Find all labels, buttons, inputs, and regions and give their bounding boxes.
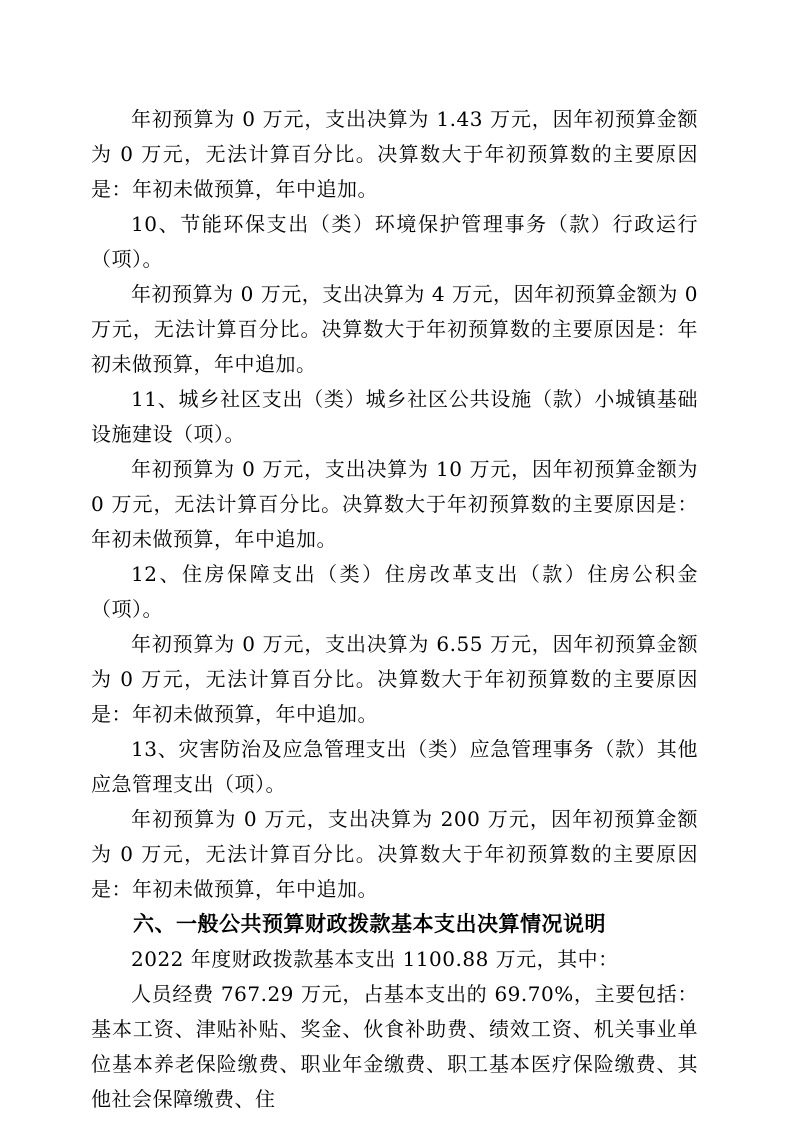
body-paragraph-basic-expenditure-total: 2022 年度财政拨款基本支出 1100.88 万元，其中： bbox=[131, 947, 619, 971]
section-heading-six: 六、一般公共预算财政拨款基本支出决算情况说明 bbox=[133, 912, 606, 936]
body-paragraph-budget-note-6.55: 年初预算为 0 万元，支出决算为 6.55 万元，因年初预算金额为 0 万元，无法计算百分比。决算数大于年初预算数的主要原因是：年初未做预算，年中追加。 bbox=[91, 632, 698, 726]
body-paragraph-budget-note-1.43: 年初预算为 0 万元，支出决算为 1.43 万元，因年初预算金额为 0 万元，无法计算百分比。决算数大于年初预算数的主要原因是：年初未做预算，年中追加。 bbox=[91, 107, 698, 201]
body-paragraph-budget-note-10: 年初预算为 0 万元，支出决算为 10 万元，因年初预算金额为 0 万元，无法计算百分比。决算数大于年初预算数的主要原因是：年初未做预算，年中追加。 bbox=[91, 457, 698, 551]
body-paragraph-budget-note-4: 年初预算为 0 万元，支出决算为 4 万元，因年初预算金额为 0 万元，无法计算百分比。决算数大于年初预算数的主要原因是：年初未做预算，年中追加。 bbox=[91, 282, 698, 376]
body-paragraph-budget-note-200: 年初预算为 0 万元，支出决算为 200 万元，因年初预算金额为 0 万元，无法计算百分比。决算数大于年初预算数的主要原因是：年初未做预算，年中追加。 bbox=[91, 807, 698, 901]
list-item-10-energy-conservation: 10、节能环保支出（类）环境保护管理事务（款）行政运行（项）。 bbox=[91, 212, 698, 271]
list-item-11-urban-rural-community: 11、城乡社区支出（类）城乡社区公共设施（款）小城镇基础设施建设（项）。 bbox=[91, 387, 698, 446]
list-item-13-disaster-emergency: 13、灾害防治及应急管理支出（类）应急管理事务（款）其他应急管理支出（项）。 bbox=[91, 737, 698, 796]
body-paragraph-personnel-expenses: 人员经费 767.29 万元，占基本支出的 69.70%，主要包括：基本工资、津贴补贴、奖金、伙食补助费、绩效工资、机关事业单位基本养老保险缴费、职业年金缴费、职工基本医疗保险缴费、其他社会保障缴费、住 bbox=[91, 982, 698, 1111]
list-item-12-housing-security: 12、住房保障支出（类）住房改革支出（款）住房公积金（项）。 bbox=[91, 562, 698, 621]
